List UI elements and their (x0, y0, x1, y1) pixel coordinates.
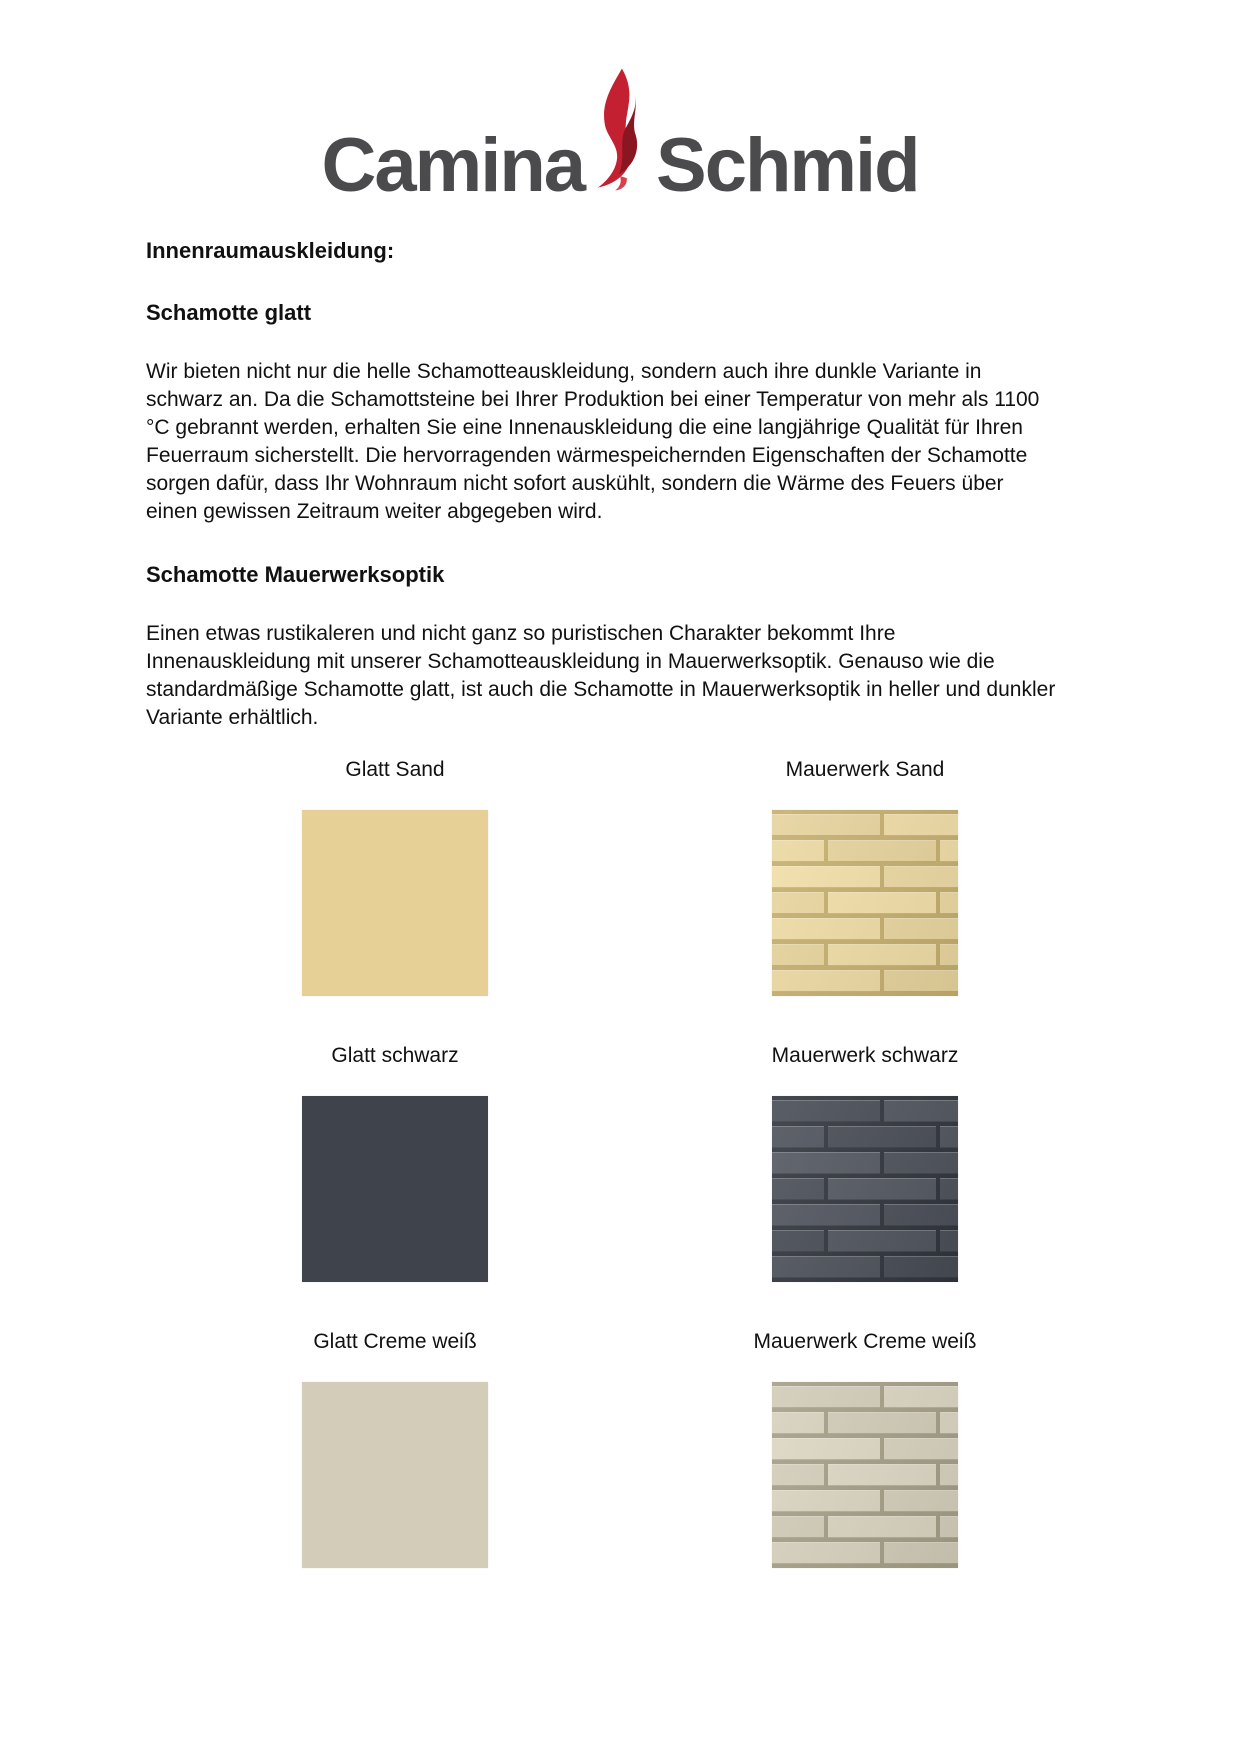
brick (884, 970, 958, 992)
brick (772, 1542, 880, 1564)
brick (772, 1178, 824, 1200)
brick-row (772, 866, 958, 888)
swatch-grid (160, 758, 1100, 1568)
swatch-glatt-creme-weiss (302, 1382, 488, 1568)
brick-row (772, 944, 958, 966)
brick-row (772, 970, 958, 992)
brick (940, 840, 958, 862)
brick (772, 1152, 880, 1174)
swatch-cell-mauerwerk-schwarz (630, 1044, 1100, 1282)
brick (940, 1230, 958, 1252)
brick (772, 840, 824, 862)
brick (772, 866, 880, 888)
brick-row (772, 1386, 958, 1408)
brick (828, 892, 936, 914)
brick (772, 1386, 880, 1408)
brick-row (772, 1204, 958, 1226)
brick-row (772, 1126, 958, 1148)
brick (772, 1100, 880, 1122)
swatch-label: Glatt Sand (345, 758, 445, 781)
document-body (0, 238, 1240, 732)
brick (772, 1412, 824, 1434)
brick (884, 1386, 958, 1408)
brick (828, 1126, 936, 1148)
swatch-label: Mauerwerk Sand (785, 758, 945, 781)
swatch-cell-mauerwerk-creme-weiss (630, 1330, 1100, 1568)
swatch-mauerwerk-sand (772, 810, 958, 996)
brick (940, 892, 958, 914)
brick-row (772, 1438, 958, 1460)
brick (772, 944, 824, 966)
brick (772, 1256, 880, 1278)
brick (884, 866, 958, 888)
brick (772, 1204, 880, 1226)
brick-row (772, 814, 958, 836)
swatch-glatt-schwarz (302, 1096, 488, 1282)
brick (884, 1490, 958, 1512)
brick (772, 1464, 824, 1486)
brick-row (772, 1100, 958, 1122)
logo-word-schmid: Schmid (656, 123, 919, 209)
heading-innenraumauskleidung: Innenraumauskleidung: (146, 238, 395, 263)
brick (884, 1204, 958, 1226)
swatch-label: Mauerwerk Creme weiß (753, 1330, 977, 1353)
swatch-mauerwerk-schwarz (772, 1096, 958, 1282)
brick (828, 1464, 936, 1486)
swatch-label: Glatt schwarz (331, 1044, 459, 1067)
brick (772, 1230, 824, 1252)
brick-row (772, 1464, 958, 1486)
brick (884, 1438, 958, 1460)
brick (940, 944, 958, 966)
brick-row (772, 1412, 958, 1434)
brick-row (772, 1516, 958, 1538)
camina-schmid-logo (0, 0, 1240, 209)
brick-row (772, 1542, 958, 1564)
brick (828, 1178, 936, 1200)
brick-row (772, 1230, 958, 1252)
heading-schamotte-mauerwerksoptik: Schamotte Mauerwerksoptik (146, 562, 445, 587)
brick (772, 970, 880, 992)
brick (884, 1542, 958, 1564)
brick-row (772, 1256, 958, 1278)
brick-row (772, 1490, 958, 1512)
brick (884, 918, 958, 940)
brick (772, 1516, 824, 1538)
brick (940, 1516, 958, 1538)
brick (772, 1126, 824, 1148)
brick (940, 1412, 958, 1434)
brick (884, 814, 958, 836)
swatch-cell-glatt-schwarz (160, 1044, 630, 1282)
brick (772, 892, 824, 914)
brick (772, 1490, 880, 1512)
brick (828, 1516, 936, 1538)
brick (828, 1412, 936, 1434)
brick (828, 1230, 936, 1252)
brick-row (772, 840, 958, 862)
brick (772, 1438, 880, 1460)
brick (940, 1126, 958, 1148)
brick (828, 840, 936, 862)
brick (940, 1464, 958, 1486)
heading-schamotte-glatt: Schamotte glatt (146, 300, 312, 325)
swatch-mauerwerk-creme-weiss (772, 1382, 958, 1568)
brick (772, 814, 880, 836)
brick-row (772, 892, 958, 914)
logo-word-camina: Camina (321, 123, 585, 209)
brick (828, 944, 936, 966)
swatch-cell-glatt-creme-weiss (160, 1330, 630, 1568)
brick (884, 1100, 958, 1122)
brick (772, 918, 880, 940)
paragraph-schamotte-glatt: Wir bieten nicht nur die helle Schamotteauskleidung, sondern auch ihre dunkle Variante in schwarz an. Da die Schamottsteine bei Ihrer Produktion bei einer Temperatur von mehr als 1100 °C gebrannt werden, erhalten Sie eine Innenauskleidung die eine langjährige Qualität für Ihren Feuerraum sicherstellt. Die hervorragenden wärmespeichernden Eigenschaften der Schamotte sorgen dafür, dass Ihr Wohnraum nicht sofort auskühlt, sondern die Wärme des Feuers über einen gewissen Zeitraum weiter abgegeben wird. (146, 360, 1040, 523)
brick (940, 1178, 958, 1200)
swatch-label: Mauerwerk schwarz (771, 1044, 959, 1067)
swatch-cell-glatt-sand (160, 758, 630, 996)
swatch-label: Glatt Creme weiß (313, 1330, 477, 1353)
brick-row (772, 918, 958, 940)
swatch-cell-mauerwerk-sand (630, 758, 1100, 996)
brick (884, 1152, 958, 1174)
brick-row (772, 1152, 958, 1174)
flame-icon (596, 67, 644, 200)
brick (884, 1256, 958, 1278)
swatch-glatt-sand (302, 810, 488, 996)
brick-row (772, 1178, 958, 1200)
paragraph-mauerwerksoptik: Einen etwas rustikaleren und nicht ganz so puristischen Charakter bekommt Ihre Innenauskleidung mit unserer Schamotteauskleidung in Mauerwerksoptik. Genauso wie die standardmäßige Schamotte glatt, ist auch die Schamotte in Mauerwerksoptik in heller und dunkler Variante erhältlich. (146, 622, 1056, 729)
